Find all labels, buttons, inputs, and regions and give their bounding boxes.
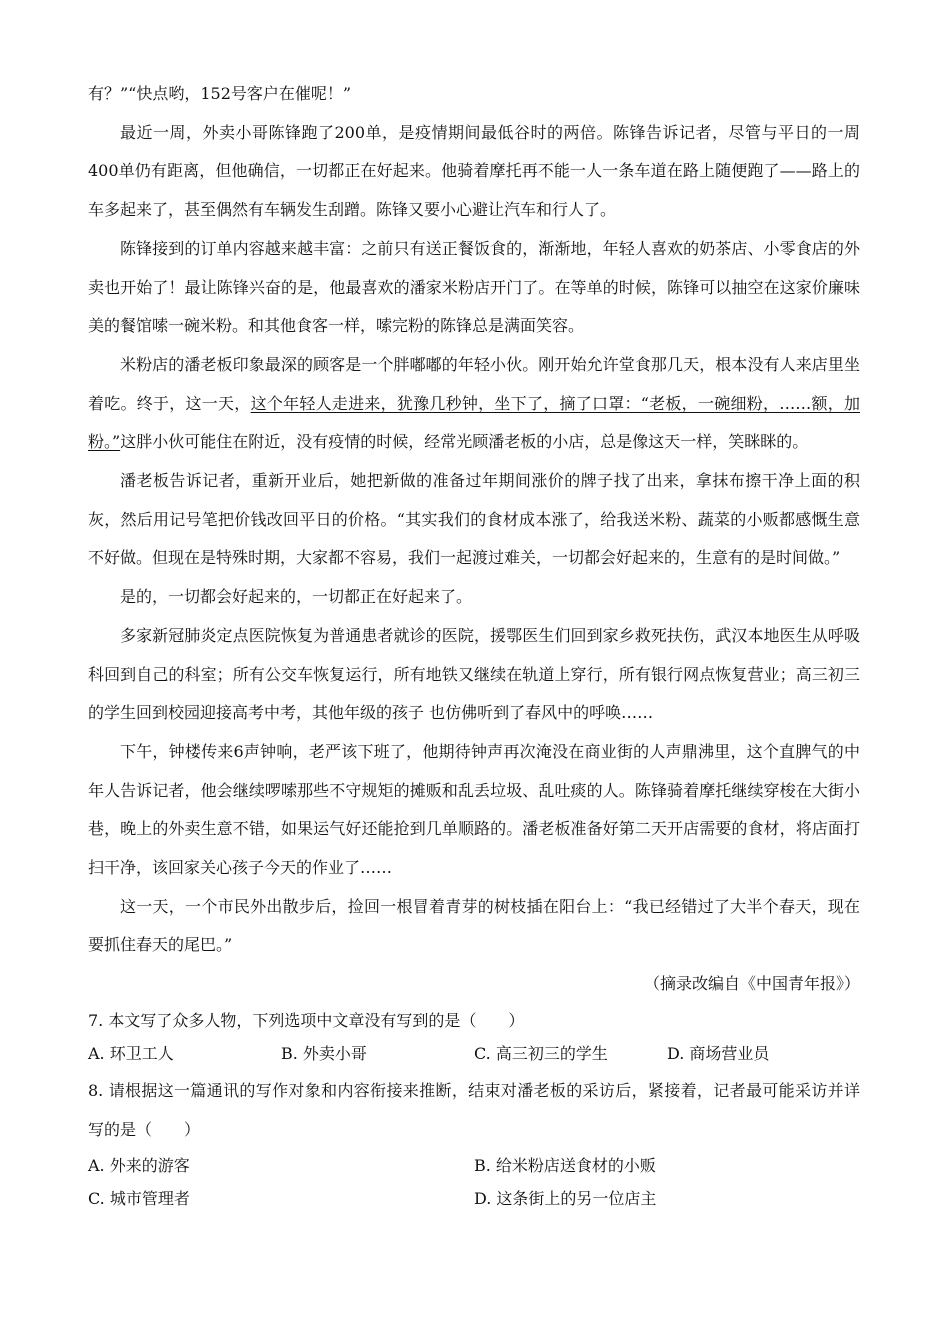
document-page [88,75,860,1215]
q8-option-d: D. 这条街上的另一位店主 [474,1189,657,1209]
q7-option-a: A. 环卫工人 [88,1043,174,1063]
q7-option-c: C. 高三初三的学生 [474,1043,608,1063]
question-8-stem: 8. 请根据这一篇通讯的写作对象和内容衔接来推断，结束对潘老板的采访后，紧接着，记者最可能采访并详写的是（ ） [88,1080,860,1139]
paragraph-0: 有？”“快点哟，152号客户在催呢！” [88,84,352,103]
paragraph-5: 是的，一切都会好起来的，一切都正在好起来了。 [120,587,473,607]
paragraph-8: 这一天，一个市民外出散步后，捡回一根冒着青芽的树枝插在阳台上：“我已经错过了大半个春天，现在要抓住春天的尾巴。” [88,896,860,955]
q8-option-b: B. 给米粉店送食材的小贩 [474,1156,656,1176]
paragraph-6: 多家新冠肺炎定点医院恢复为普通患者就诊的医院，援鄂医生们回到家乡救死扶伤，武汉本地医生从呼吸科回到自己的科室；所有公交车恢复运行，所有地铁又继续在轨道上穿行，所有银行网点恢复营业；高三初三的学生回到校园迎接高考中考，其他年级的孩子 也仿佛听到了春风中的呼唤…… [88,625,860,723]
source-citation: （摘录改编自《中国青年报》） [643,974,860,994]
q7-option-b: B. 外卖小哥 [281,1043,367,1063]
paragraph-1: 最近一周，外卖小哥陈锋跑了200单，是疫情期间最低谷时的两倍。陈锋告诉记者，尽管与平日的一周400单仍有距离，但他确信，一切都正在好起来。他骑着摩托再不能一人一条车道在路上随便跑了——路上的车多起来了，甚至偶然有车辆发生刮蹭。陈锋又要小心避让汽车和行人了。 [88,122,860,220]
question-7-stem: 7. 本文写了众多人物，下列选项中文章没有写到的是（ ） [88,1010,525,1030]
paragraph-4: 潘老板告诉记者，重新开业后，她把新做的准备过年期间涨价的牌子找了出来，拿抹布擦干净上面的积灰，然后用记号笔把价钱改回平日的价格。“其实我们的食材成本涨了，给我送米粉、蔬菜的小贩都感慨生意不好做。但现在是特殊时期，大家都不容易，我们一起渡过难关，一切都会好起来的，生意有的是时间做。” [88,471,860,568]
q7-option-d: D. 商场营业员 [667,1043,770,1063]
q8-option-c: C. 城市管理者 [88,1189,190,1209]
paragraph-2: 陈锋接到的订单内容越来越丰富：之前只有送正餐饭食的，渐渐地，年轻人喜欢的奶茶店、小零食店的外卖也开始了！最让陈锋兴奋的是，他最喜欢的潘家米粉店开门了。在等单的时候，陈锋可以抽空在这家价廉味美的餐馆嗦一碗米粉。和其他食客一样，嗦完粉的陈锋总是满面笑容。 [88,238,860,336]
question-8-options [88,1149,860,1215]
q8-option-a: A. 外来的游客 [88,1156,190,1176]
underlined-sentence: 这个年轻人走进来，犹豫几秒钟，坐下了，摘了口罩：“老板，一碗细粉，……额，加粉。” [88,393,860,452]
paragraph-7: 下午，钟楼传来6声钟响，老严该下班了，他期待钟声再次淹没在商业街的人声鼎沸里，这个直脾气的中年人告诉记者，他会继续啰嗦那些不守规矩的摊贩和乱丢垃圾、乱吐痰的人。陈锋骑着摩托继续穿梭在大街小巷，晚上的外卖生意不错，如果运气好还能抢到几单顺路的。潘老板准备好第二天开店需要的食材，将店面打扫干净，该回家关心孩子今天的作业了…… [88,741,860,878]
question-7-options [88,1038,860,1070]
paragraph-3-end: 这胖小伙可能住在附近，没有疫情的时候，经常光顾潘老板的小店，总是像这天一样，笑眯眯的。 [120,432,809,452]
paragraph-3-start: 米粉店的潘老板印象最深的顾客是一个胖嘟嘟的年轻小伙。刚开始允许堂食那几天，根本没有人来店里坐着吃。终于，这一天， [88,354,860,413]
paragraph-3 [88,346,860,462]
